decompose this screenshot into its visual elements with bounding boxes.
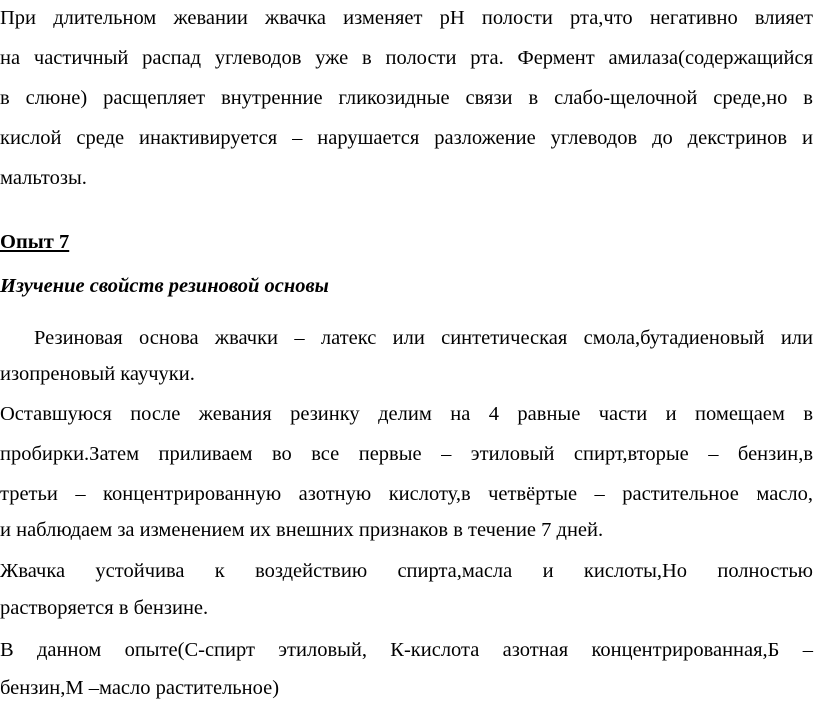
- paragraph2-line-2: изопреновый каучуки.: [0, 363, 195, 385]
- paragraph1-line-3: в слюне) расщепляет внутренние гликозидные связи в слабо-щелочной среде,но в: [0, 87, 813, 109]
- paragraph4-line-1: Жвачка устойчива к воздействию спирта,масла и кислоты,Но полностью: [0, 560, 813, 582]
- experiment-subtitle: Изучение свойств резиновой основы: [0, 275, 329, 297]
- paragraph5-line-1: В данном опыте(С-спирт этиловый, К-кислота азотная концентрированная,Б –: [0, 639, 813, 661]
- paragraph2-line-1: Резиновая основа жвачки – латекс или синтетическая смола,бутадиеновый или: [34, 327, 813, 349]
- paragraph1-line-4: кислой среде инактивируется – нарушается разложение углеводов до декстринов и: [0, 127, 813, 149]
- paragraph3-line-2: пробирки.Затем приливаем во все первые – этиловый спирт,вторые – бензин,в: [0, 443, 813, 465]
- paragraph3-line-4: и наблюдаем за изменением их внешних признаков в течение 7 дней.: [0, 519, 604, 541]
- paragraph4-line-2: растворяется в бензине.: [0, 597, 209, 619]
- paragraph1-line-5: мальтозы.: [0, 167, 87, 189]
- paragraph1-line-1: При длительном жевании жвачка изменяет рН полости рта,что негативно влияет: [0, 7, 813, 29]
- paragraph5-line-2: бензин,М –масло растительное): [0, 677, 280, 699]
- paragraph3-line-1: Оставшуюся после жевания резинку делим на 4 равные части и помещаем в: [0, 403, 813, 425]
- paragraph3-line-3: третьи – концентрированную азотную кислоту,в четвёртые – растительное масло,: [0, 483, 813, 505]
- experiment-title: Опыт 7: [0, 231, 70, 253]
- paragraph1-line-2: на частичный распад углеводов уже в полости рта. Фермент амилаза(содержащийся: [0, 47, 813, 69]
